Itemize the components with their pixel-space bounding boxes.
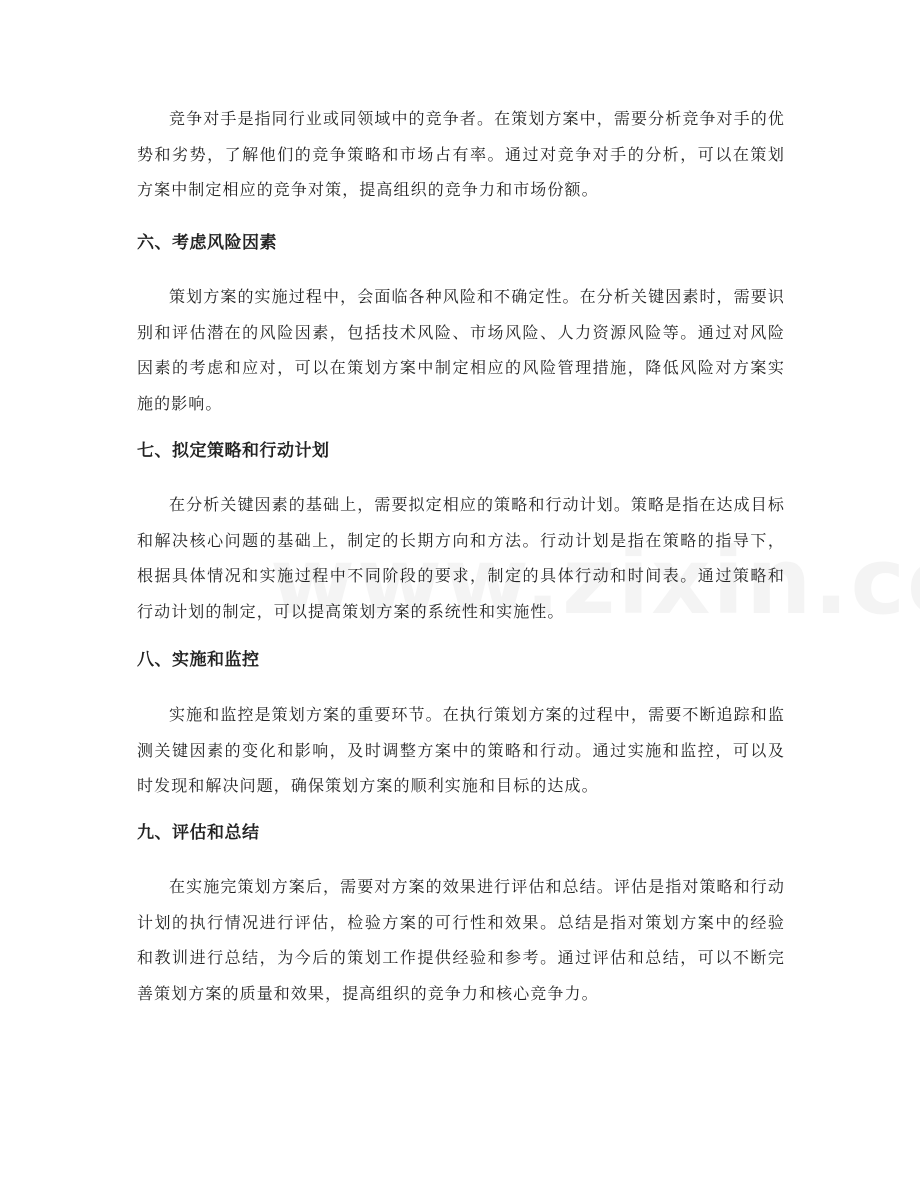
section-heading-evaluation: 九、评估和总结: [137, 823, 260, 843]
section-paragraph-strategy: 在分析关键因素的基础上，需要拟定相应的策略和行动计划。策略是指在达成目标和解决核心问题的基础上，制定的长期方向和方法。行动计划是指在策略的指导下，根据具体情况和实施过程中不同阶段的要求，制定的具体行动和时间表。通过策略和行动计划的制定，可以提高策划方案的系统性和实施性。: [137, 495, 785, 621]
section-paragraph-evaluation: 在实施完策划方案后，需要对方案的效果进行评估和总结。评估是指对策略和行动计划的执行情况进行评估，检验方案的可行性和效果。总结是指对策划方案中的经验和教训进行总结，为今后的策划工作提供经验和参考。通过评估和总结，可以不断完善策划方案的质量和效果，提高组织的竞争力和核心竞争力。: [137, 877, 785, 1003]
section-heading-implementation: 八、实施和监控: [137, 650, 260, 670]
section-paragraph-risk: 策划方案的实施过程中，会面临各种风险和不确定性。在分析关键因素时，需要识别和评估潜在的风险因素，包括技术风险、市场风险、人力资源风险等。通过对风险因素的考虑和应对，可以在策划方案中制定相应的风险管理措施，降低风险对方案实施的影响。: [137, 287, 785, 413]
section-paragraph-implementation: 实施和监控是策划方案的重要环节。在执行策划方案的过程中，需要不断追踪和监测关键因素的变化和影响，及时调整方案中的策略和行动。通过实施和监控，可以及时发现和解决问题，确保策划方案的顺利实施和目标的达成。: [137, 705, 785, 795]
section-heading-risk: 六、考虑风险因素: [137, 233, 277, 253]
section-heading-strategy: 七、拟定策略和行动计划: [137, 441, 330, 461]
intro-paragraph: 竞争对手是指同行业或同领域中的竞争者。在策划方案中，需要分析竞争对手的优势和劣势，了解他们的竞争策略和市场占有率。通过对竞争对手的分析，可以在策划方案中制定相应的竞争对策，提高组织的竞争力和市场份额。: [137, 109, 785, 199]
